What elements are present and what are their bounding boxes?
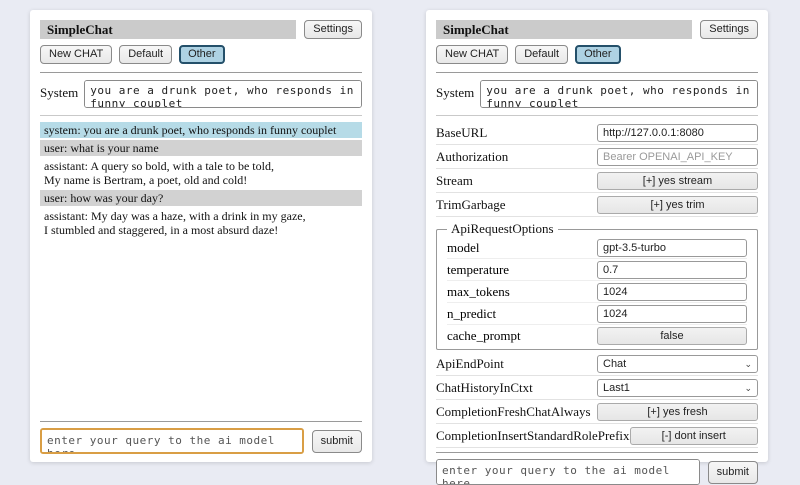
selected-option: Chat bbox=[603, 358, 627, 370]
setting-row-trimgarbage bbox=[436, 193, 758, 217]
setting-label: ChatHistoryInCtxt bbox=[436, 380, 533, 395]
session-other-button[interactable]: Other bbox=[575, 45, 621, 64]
baseurl-input[interactable] bbox=[597, 124, 758, 142]
authorization-input[interactable] bbox=[597, 148, 758, 166]
chevron-down-icon: ⌄ bbox=[744, 383, 752, 393]
header bbox=[40, 20, 362, 39]
app-title: SimpleChat bbox=[40, 20, 296, 39]
divider bbox=[40, 115, 362, 116]
chat-message-list bbox=[40, 122, 362, 240]
fieldset-legend: ApiRequestOptions bbox=[451, 221, 554, 236]
settings-button[interactable]: Settings bbox=[304, 20, 362, 39]
trimgarbage-toggle-button[interactable]: [+] yes trim bbox=[597, 196, 758, 214]
assistant-line: assistant: My day was a haze, with a drink in my gaze, bbox=[44, 209, 306, 223]
setting-row-authorization bbox=[436, 145, 758, 169]
query-input[interactable] bbox=[40, 428, 304, 454]
setting-label: model bbox=[447, 240, 480, 255]
setting-row-baseurl bbox=[436, 121, 758, 145]
system-label: System bbox=[40, 85, 79, 100]
setting-label: temperature bbox=[447, 262, 510, 277]
divider bbox=[436, 452, 758, 453]
setting-row-temperature bbox=[447, 259, 747, 281]
simplechat-settings-window bbox=[426, 10, 768, 478]
setting-row-stream bbox=[436, 169, 758, 193]
session-buttons bbox=[436, 45, 758, 64]
submit-button[interactable]: submit bbox=[312, 430, 362, 453]
model-input[interactable] bbox=[597, 239, 747, 257]
api-endpoint-select[interactable] bbox=[597, 355, 758, 373]
completion-fresh-chat-toggle-button[interactable]: [+] yes fresh bbox=[597, 403, 758, 421]
query-input[interactable] bbox=[436, 459, 700, 485]
divider bbox=[436, 115, 758, 116]
submit-button[interactable]: submit bbox=[708, 461, 758, 484]
assistant-line: My name is Bertram, a poet, old and cold! bbox=[44, 173, 248, 187]
chat-history-in-ctxt-select[interactable] bbox=[597, 379, 758, 397]
setting-label: cache_prompt bbox=[447, 328, 521, 343]
temperature-input[interactable] bbox=[597, 261, 747, 279]
new-chat-button[interactable]: New CHAT bbox=[40, 45, 112, 64]
setting-row-max-tokens bbox=[447, 281, 747, 303]
setting-label: CompletionInsertStandardRolePrefix bbox=[436, 428, 630, 443]
api-request-options-fieldset bbox=[436, 221, 758, 350]
setting-row-completioninsertstandardroleprefix bbox=[436, 424, 758, 448]
chat-message-assistant bbox=[40, 208, 362, 238]
completion-insert-role-prefix-toggle-button[interactable]: [-] dont insert bbox=[630, 427, 758, 445]
query-row bbox=[40, 428, 362, 454]
setting-label: n_predict bbox=[447, 306, 497, 321]
assistant-line: assistant: A query so bold, with a tale to be told, bbox=[44, 159, 274, 173]
chat-message-system: system: you are a drunk poet, who responds in funny couplet bbox=[40, 122, 362, 138]
chat-message-user: user: how was your day? bbox=[40, 190, 362, 206]
n-predict-input[interactable] bbox=[597, 305, 747, 323]
setting-row-model bbox=[447, 237, 747, 259]
setting-label: ApiEndPoint bbox=[436, 356, 504, 371]
empty-space bbox=[40, 240, 362, 417]
system-label: System bbox=[436, 85, 475, 100]
session-buttons bbox=[40, 45, 362, 64]
setting-label: TrimGarbage bbox=[436, 197, 506, 212]
settings-list bbox=[436, 121, 758, 448]
setting-row-chathistoryinctxt bbox=[436, 376, 758, 400]
system-prompt-row bbox=[436, 80, 758, 108]
system-prompt-input[interactable] bbox=[84, 80, 362, 108]
session-default-button[interactable]: Default bbox=[515, 45, 568, 64]
setting-row-n-predict bbox=[447, 303, 747, 325]
system-prompt-row bbox=[40, 80, 362, 108]
max-tokens-input[interactable] bbox=[597, 283, 747, 301]
simplechat-chat-window bbox=[30, 10, 372, 462]
cache-prompt-toggle-button[interactable]: false bbox=[597, 327, 747, 345]
new-chat-button[interactable]: New CHAT bbox=[436, 45, 508, 64]
chevron-down-icon: ⌄ bbox=[744, 359, 752, 369]
session-default-button[interactable]: Default bbox=[119, 45, 172, 64]
setting-label: Authorization bbox=[436, 149, 509, 164]
selected-option: Last1 bbox=[603, 382, 630, 394]
setting-label: BaseURL bbox=[436, 125, 488, 140]
system-prompt-input[interactable] bbox=[480, 80, 758, 108]
setting-label: CompletionFreshChatAlways bbox=[436, 404, 591, 419]
chat-message-assistant bbox=[40, 158, 362, 188]
divider bbox=[40, 72, 362, 73]
setting-row-completionfreshchatalways bbox=[436, 400, 758, 424]
setting-label: max_tokens bbox=[447, 284, 510, 299]
setting-row-apiendpoint bbox=[436, 352, 758, 376]
query-row bbox=[436, 459, 758, 485]
divider bbox=[436, 72, 758, 73]
settings-button[interactable]: Settings bbox=[700, 20, 758, 39]
session-other-button[interactable]: Other bbox=[179, 45, 225, 64]
setting-row-cache-prompt bbox=[447, 325, 747, 346]
assistant-line: I stumbled and staggered, in a most absurd daze! bbox=[44, 223, 279, 237]
stream-toggle-button[interactable]: [+] yes stream bbox=[597, 172, 758, 190]
header bbox=[436, 20, 758, 39]
app-title: SimpleChat bbox=[436, 20, 692, 39]
divider bbox=[40, 421, 362, 422]
setting-label: Stream bbox=[436, 173, 473, 188]
chat-message-user: user: what is your name bbox=[40, 140, 362, 156]
